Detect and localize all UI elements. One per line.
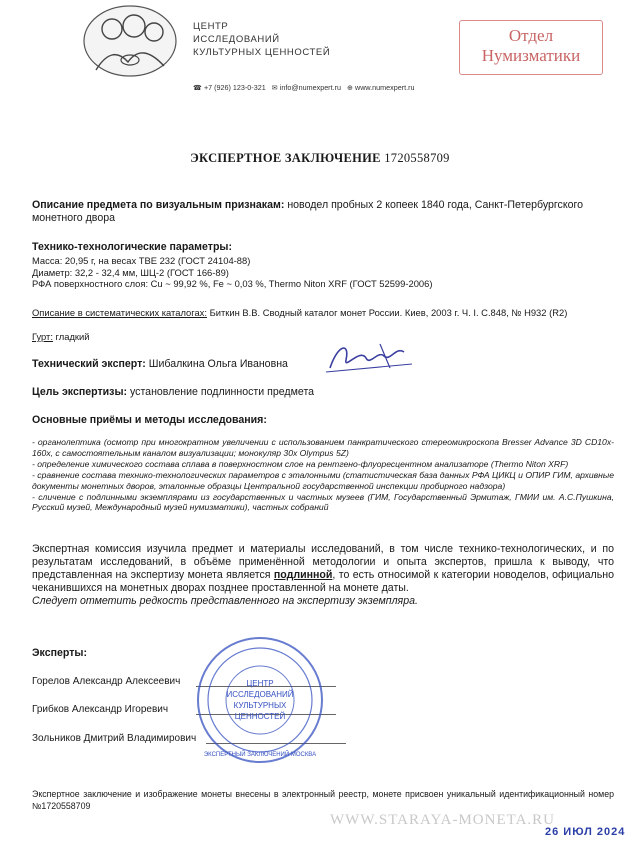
description-section [32,199,614,225]
conclusion-text-after: , то есть относимой к категории новоделов, официально чеканившихся на монетных дворах позднее проставленной на монете даты. [32,569,614,594]
tech-params-heading-text: Технико-технологические параметры: [32,241,233,253]
document-title [0,151,640,166]
registry-footer: Экспертное заключение и изображение монеты внесены в электронный реестр, монете присвоен уникальный идентификационный номер №1720558709 [32,789,614,811]
methods-heading [32,414,614,427]
goal-label: Цель экспертизы: [32,386,128,398]
globe-icon: ⊕ [346,83,353,92]
conclusion-text-before: Экспертная комиссия изучила предмет и материалы исследований, в том числе технико-технологических, и по результатам исследований, в объёме применённой методологии и опыта экспертов, пришла к выводу, что представленная на экспертизу монета является [32,543,614,581]
signature-image [320,338,415,378]
tech-expert-label: Технический эксперт: [32,358,146,370]
title-label: ЭКСПЕРТНОЕ ЗАКЛЮЧЕНИЕ [190,151,381,165]
tech-params-list [32,255,614,290]
email-icon: ✉ [271,83,278,92]
phone-number[interactable]: +7 (926) 123-0-321 [203,83,266,92]
watermark: WWW.STARAYA-MONETA.RU [330,812,555,828]
contacts-line [193,83,415,92]
conclusion-verdict: подлинной [273,569,333,581]
method-item: - сравнение состава технико-технологических параметров с эталонными (статистическая база данных РФА ЦИКЦ и ОПИР ГИМ, архивные документы монетных дворов, эталонные образцы Центральной государственной инспекции пробирного надзора) [32,469,614,491]
methods-heading-text: Основные приёмы и методы исследования: [32,414,267,426]
catalog-section [32,307,614,319]
experts-heading-text: Эксперты: [32,647,87,659]
rarity-note: Следует отметить редкость представленного на экспертизу экземпляра. [32,595,418,607]
dept-stamp-line-1: Отдел [508,26,554,45]
seal-text: ИССЛЕДОВАНИЙ [226,690,294,699]
phone-icon: ☎ [193,83,202,92]
mass-line: Масса: 20,95 г, на весах ТВЕ 232 (ГОСТ 24104-88) [32,255,251,266]
tech-params-heading [32,241,614,254]
org-line-3: КУЛЬТУРНЫХ ЦЕННОСТЕЙ [193,47,331,58]
seal-text: ЦЕНТР [246,679,274,688]
description-label: Описание предмета по визуальным признакам: [32,199,285,211]
dept-stamp-line-2: Нумизматики [481,46,581,65]
goal-section [32,386,614,399]
website-link[interactable]: www.numexpert.ru [355,83,415,92]
expert-name: Зольников Дмитрий Владимирович [32,733,197,744]
date-stamp: 26 ИЮЛ 2024 [545,826,626,838]
email-link[interactable]: info@numexpert.ru [279,83,341,92]
method-item: - определение химического состава сплава в поверхностном слое на рентгено-флуоресцентном анализаторе (Thermo Niton XRF) [32,458,569,469]
goal-text: установление подлинности предмета [129,386,315,398]
seal-text: КУЛЬТУРНЫХ [233,701,287,710]
method-item: - сличение с подлинными экземплярами из государственных и частных музеев (ГИМ, Государственный Эрмитаж, ГМИИ им. А.С.Пушкина, Русский музей, Международный музей нумизматики), частных собраний [32,491,614,513]
method-item: - органолептика (осмотр при многократном увеличении с использованием панкратического стереомикроскопа Bresser Advance 3D CD10x-160x, с самостоятельным каналом визуализации; монокуляр 30x Olympus 5Z) [32,437,614,458]
edge-text: гладкий [55,331,90,342]
edge-label: Гурт: [32,331,53,342]
seal-ring-text: ЭКСПЕРТНЫЙ ЗАКЛЮЧЕНИЙ МОСКВА [203,752,317,758]
xrf-line: РФА поверхностного слоя: Cu ~ 99,92 %, Fe ~ 0,03 %, Thermo Niton XRF (ГОСТ 52599-2006) [32,278,433,289]
department-stamp [459,20,603,75]
catalog-label: Описание в систематических каталогах: [32,307,207,318]
expert-name: Горелов Александр Алексеевич [32,676,181,687]
seal-text: ЦЕННОСТЕЙ [234,712,286,721]
org-line-2: ИССЛЕДОВАНИЙ [193,34,280,45]
round-seal-stamp [196,636,324,764]
methods-list [32,437,614,513]
description-text: новодел пробных 2 копеек 1840 года, Санкт-Петербургского монетного двора [32,199,584,224]
organization-name [193,20,330,59]
conclusion-paragraph [32,543,614,608]
catalog-text: Биткин В.В. Сводный каталог монет России. Киев, 2003 г. Ч. I. С.848, № Н932 (R2) [209,307,568,318]
tech-expert-name: Шибалкина Ольга Ивановна [148,358,288,370]
logo-image [82,4,178,78]
title-number: 1720558709 [384,151,450,165]
expert-name: Грибков Александр Игоревич [32,704,169,715]
org-line-1: ЦЕНТР [193,21,229,32]
diameter-line: Диаметр: 32,2 - 32,4 мм, ШЦ-2 (ГОСТ 166-89) [32,266,229,278]
